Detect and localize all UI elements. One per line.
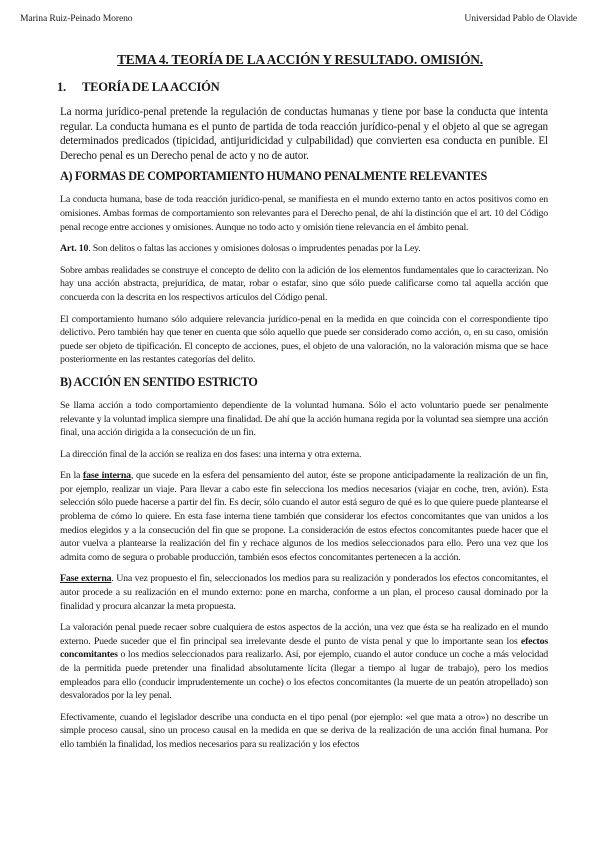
fase-externa-paragraph — [60, 572, 548, 613]
fase-interna-paragraph — [60, 469, 548, 564]
paragraph: La dirección final de la acción se realiza en dos fases: una interna y otra externa. — [60, 448, 362, 460]
intro-paragraph: La norma jurídico-penal pretende la regulación de conductas humanas y tiene por base la conducta que intenta regular. La conducta humana es el punto de partida de toda reacción jurídico-penal y el objeto al que se agregan determinados predicados (tipicidad, antijuridicidad y culpabilidad) que convierten esa conducta en punible. El Derecho penal es un Derecho penal de acto y no de autor. — [60, 106, 548, 162]
page-title: TEMA 4. TEORÍA DE LA ACCIÓN Y RESULTADO. OMISIÓN. — [117, 52, 483, 67]
section-number: 1. — [57, 80, 66, 94]
paragraph: La conducta humana, base de toda reacción jurídico-penal, se manifiesta en el mundo externo tanto en actos positivos como en omisiones. Ambas formas de comportamiento son relevantes para el Derecho penal, de ahí la distinción que el art. 10 del Código penal recoge entre acciones y omisiones. Aunque no todo acto y omisión tiene relevancia en el ámbito penal. — [60, 194, 548, 233]
term-efectos-concomitantes: efectos concomitantes — [60, 635, 548, 661]
text-run: o los medios seleccionados para realizarlo. Así, por ejemplo, cuando el autor conduce un coche a más velocidad de la permitida puede pretender una finalidad absolutamente lícita (llegar a tiempo al lugar de trabajo), pero los medios empleados para ello (conducir imprudentemente un coche) o los efectos concomitantes (la muerte de un peatón atropellado) son desvalorados por la ley penal. — [60, 649, 548, 702]
section-heading — [57, 80, 548, 95]
text-run: En la — [60, 470, 84, 482]
page-header — [20, 13, 577, 24]
document-body — [57, 80, 548, 760]
term-fase-interna: fase interna — [83, 470, 131, 482]
article-paragraph — [60, 242, 548, 256]
text-run: La valoración penal puede recaer sobre cualquiera de estos aspectos de la acción, una vez que ésta se ha realizado en el mundo externo. Puede suceder que el fin principal sea irrelevante desde el punto de vista penal y que lo importante sean los — [60, 622, 548, 647]
article-label: Art. 10 — [60, 243, 89, 255]
paragraph: Efectivamente, cuando el legislador describe una conducta en el tipo penal (por ejemplo: «el que mata a otro») no describe un simple proceso causal, sino un proceso causal en la medida en que se deriva de la realización de una acción final humana. Por ello también la finalidad, los medios necesarios para su realización y los efectos — [60, 711, 548, 750]
paragraph: Se llama acción a todo comportamiento dependiente de la voluntad humana. Sólo el acto voluntario puede ser penalmente relevante y la voluntad implica siempre una finalidad. De ahí que la acción humana regida por la voluntad sea siempre una acción final, una acción dirigida a la consecución de un fin. — [60, 399, 548, 439]
article-text: . Son delitos o faltas las acciones y omisiones dolosas o imprudentes penadas por la Ley. — [88, 243, 421, 255]
section-title: TEORÍA DE LA ACCIÓN — [82, 80, 220, 94]
header-author: Marina Ruiz-Peinado Moreno — [20, 13, 133, 24]
subsection-a-heading: A) FORMAS DE COMPORTAMIENTO HUMANO PENALMENTE RELEVANTES — [60, 169, 487, 184]
header-university: Universidad Pablo de Olavide — [464, 13, 577, 24]
paragraph: El comportamiento humano sólo adquiere relevancia jurídico-penal en la medida en que coincida con el correspondiente tipo delictivo. Pero también hay que tener en cuenta que sólo aquello que puede ser considerado como acción, o, en su caso, omisión puede ser objeto de tipificación. El concepto de acciones, pues, el objeto de una valoración, no la valoración misma que se hace posteriormente en las restantes categorías del delito. — [60, 313, 548, 366]
paragraph: Sobre ambas realidades se construye el concepto de delito con la adición de los elementos fundamentales que lo caracterizan. No hay una acción abstracta, prejurídica, de matar, robar o estafar, sino que sólo puede calificarse como tal aquella acción que concuerda con la descrita en los respectivos artículos del Código penal. — [60, 264, 548, 303]
valoracion-paragraph — [60, 621, 548, 703]
term-fase-externa: Fase externa — [60, 573, 112, 585]
text-run: , que sucede en la esfera del pensamiento del autor, éste se propone anticipadamente la realización de un fin, por ejemplo, realizar un viaje. Para llevar a cabo este fin selecciona los medios necesarios (viajar en coche, tren, avión). Esta selección sólo puede hacerse a partir del fin. Es decir, sólo cuando el autor está seguro de qué es lo que quiere puede plantearse el problema de cómo lo quiere. En esta fase interna tiene también que considerar los efectos concomitantes que van unidos a los medios elegidos y a la consecución del fin que se propone. La consideración de estos efectos concomitantes puede hacer que el autor vuelva a plantearse la realización del fin y rechace algunos de los medios seleccionados para ello. Pero una vez que los admita como de segura o probable producción, también esos efectos concomitantes pertenecen a la acción. — [60, 470, 548, 563]
text-run: . Una vez propuesto el fin, seleccionados los medios para su realización y ponderados los efectos concomitantes, el autor procede a su realización en el mundo externo: pone en marcha, conforme a un plan, el proceso causal dominado por la finalidad y procura alcanzar la meta propuesta. — [60, 573, 548, 612]
subsection-b-heading: B) ACCIÓN EN SENTIDO ESTRICTO — [60, 374, 258, 389]
